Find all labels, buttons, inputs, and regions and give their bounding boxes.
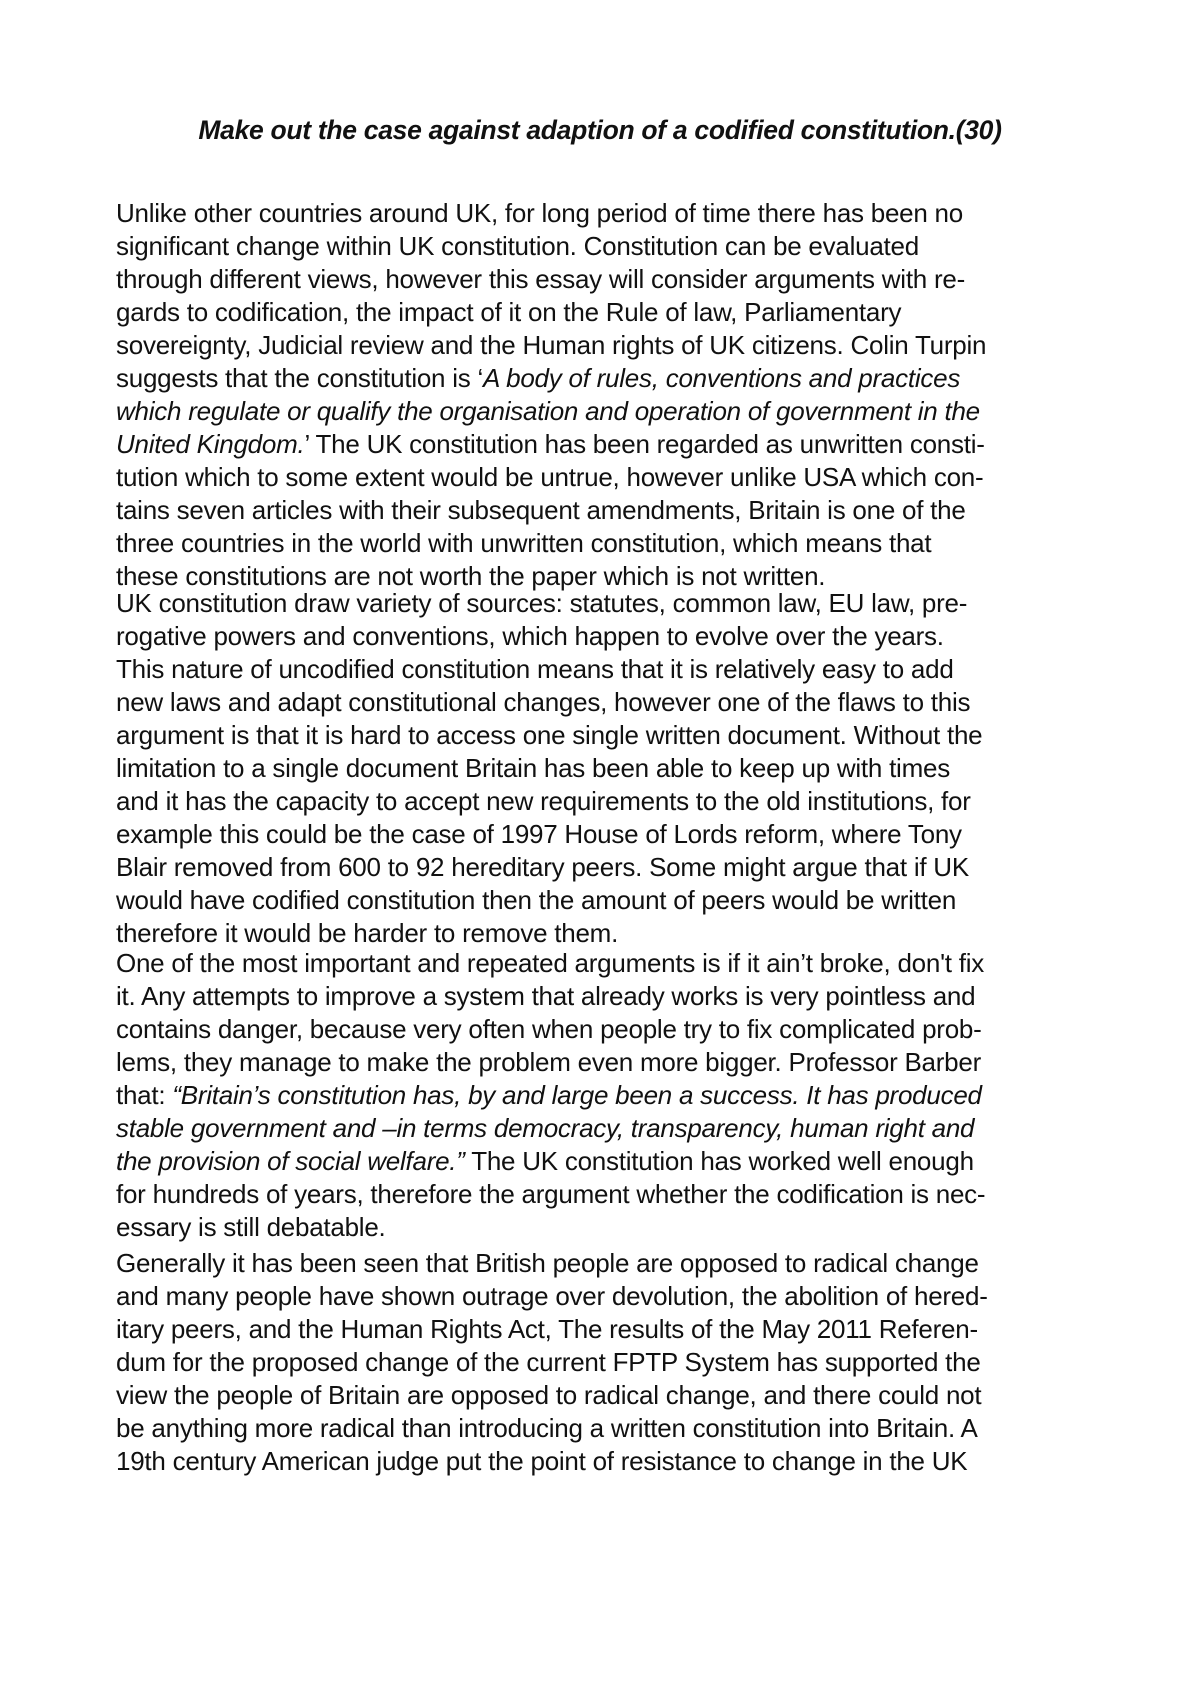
text-line xyxy=(116,494,1116,527)
italic-quote-segment: stable government and –in terms democracy, transparency, human right and xyxy=(116,1113,975,1143)
text-segment: example this could be the case of 1997 House of Lords reform, where Tony xyxy=(116,819,962,849)
text-line xyxy=(116,1247,1116,1280)
text-line xyxy=(116,395,1116,428)
text-line xyxy=(116,1013,1116,1046)
text-line xyxy=(116,785,1116,818)
text-line xyxy=(116,329,1116,362)
text-segment: UK constitution draw variety of sources: statutes, common law, EU law, pre- xyxy=(116,588,968,618)
text-segment: Unlike other countries around UK, for long period of time there has been no xyxy=(116,198,963,228)
text-segment: and many people have shown outrage over devolution, the abolition of hered- xyxy=(116,1281,988,1311)
text-segment: Generally it has been seen that British people are opposed to radical change xyxy=(116,1248,979,1278)
text-line xyxy=(116,230,1116,263)
text-line xyxy=(116,752,1116,785)
text-segment: for hundreds of years, therefore the argument whether the codification is nec- xyxy=(116,1179,986,1209)
text-line xyxy=(116,686,1116,719)
text-segment: through different views, however this essay will consider arguments with re- xyxy=(116,264,966,294)
text-line xyxy=(116,362,1116,395)
text-segment: One of the most important and repeated arguments is if it ain’t broke, don't fix xyxy=(116,948,984,978)
text-segment: argument is that it is hard to access one single written document. Without the xyxy=(116,720,983,750)
text-line xyxy=(116,263,1116,296)
essay-title: Make out the case against adaption of a codified constitution.(30) xyxy=(198,115,1002,145)
italic-quote-segment: United Kingdom. xyxy=(116,429,305,459)
text-segment: limitation to a single document Britain has been able to keep up with times xyxy=(116,753,950,783)
text-line xyxy=(116,428,1116,461)
text-segment: itary peers, and the Human Rights Act, The results of the May 2011 Referen- xyxy=(116,1314,978,1344)
italic-quote-segment: “Britain’s constitution has, by and large been a success. It has produced xyxy=(172,1080,982,1110)
text-line xyxy=(116,527,1116,560)
text-segment: be anything more radical than introducing a written constitution into Britain. A xyxy=(116,1413,978,1443)
paragraph xyxy=(116,1247,1116,1478)
text-line xyxy=(116,1379,1116,1412)
text-segment: view the people of Britain are opposed to radical change, and there could not xyxy=(116,1380,982,1410)
text-segment: dum for the proposed change of the current FPTP System has supported the xyxy=(116,1347,981,1377)
text-line xyxy=(116,980,1116,1013)
text-segment: ’ The UK constitution has been regarded as unwritten consti- xyxy=(304,429,985,459)
text-segment: it. Any attempts to improve a system that already works is very pointless and xyxy=(116,981,976,1011)
italic-quote-segment: A body of rules, conventions and practices xyxy=(483,363,961,393)
text-segment: The UK constitution has worked well enough xyxy=(464,1146,974,1176)
paragraph xyxy=(116,587,1116,950)
text-segment: lems, they manage to make the problem even more bigger. Professor Barber xyxy=(116,1047,981,1077)
text-line xyxy=(116,620,1116,653)
text-segment: new laws and adapt constitutional changes, however one of the flaws to this xyxy=(116,687,971,717)
text-line xyxy=(116,719,1116,752)
italic-quote-segment: which regulate or qualify the organisation and operation of government in the xyxy=(116,396,980,426)
text-segment: therefore it would be harder to remove them. xyxy=(116,918,619,948)
text-segment: sovereignty, Judicial review and the Human rights of UK citizens. Colin Turpin xyxy=(116,330,987,360)
text-segment: tution which to some extent would be untrue, however unlike USA which con- xyxy=(116,462,984,492)
text-segment: tains seven articles with their subsequent amendments, Britain is one of the xyxy=(116,495,966,525)
text-line xyxy=(116,851,1116,884)
text-segment: gards to codification, the impact of it on the Rule of law, Parliamentary xyxy=(116,297,902,327)
text-segment: three countries in the world with unwritten constitution, which means that xyxy=(116,528,932,558)
italic-quote-segment: the provision of social welfare.” xyxy=(116,1146,465,1176)
text-segment: rogative powers and conventions, which happen to evolve over the years. xyxy=(116,621,944,651)
text-segment: significant change within UK constitution. Constitution can be evaluated xyxy=(116,231,919,261)
text-segment: and it has the capacity to accept new requirements to the old institutions, for xyxy=(116,786,971,816)
text-line xyxy=(116,1145,1116,1178)
text-line xyxy=(116,461,1116,494)
text-segment: contains danger, because very often when people try to fix complicated prob- xyxy=(116,1014,982,1044)
text-line xyxy=(116,884,1116,917)
text-segment: Blair removed from 600 to 92 hereditary peers. Some might argue that if UK xyxy=(116,852,969,882)
text-line xyxy=(116,587,1116,620)
text-line xyxy=(116,1178,1116,1211)
text-line xyxy=(116,1280,1116,1313)
text-segment: suggests that the constitution is ‘ xyxy=(116,363,484,393)
text-line xyxy=(116,653,1116,686)
text-line xyxy=(116,818,1116,851)
text-line xyxy=(116,1211,1116,1244)
text-segment: would have codified constitution then the amount of peers would be written xyxy=(116,885,957,915)
text-segment: these constitutions are not worth the paper which is not written. xyxy=(116,561,826,591)
text-segment: 19th century American judge put the point of resistance to change in the UK xyxy=(116,1446,968,1476)
text-line xyxy=(116,1079,1116,1112)
text-line xyxy=(116,1445,1116,1478)
paragraph xyxy=(116,947,1116,1244)
text-line xyxy=(116,1046,1116,1079)
text-segment: that: xyxy=(116,1080,173,1110)
text-line xyxy=(116,1313,1116,1346)
text-line xyxy=(116,947,1116,980)
text-segment: essary is still debatable. xyxy=(116,1212,386,1242)
text-segment: This nature of uncodified constitution means that it is relatively easy to add xyxy=(116,654,954,684)
text-line xyxy=(116,1346,1116,1379)
text-line xyxy=(116,1112,1116,1145)
text-line xyxy=(116,296,1116,329)
paragraph xyxy=(116,197,1116,593)
text-line xyxy=(116,1412,1116,1445)
text-line xyxy=(116,197,1116,230)
text-line xyxy=(116,917,1116,950)
